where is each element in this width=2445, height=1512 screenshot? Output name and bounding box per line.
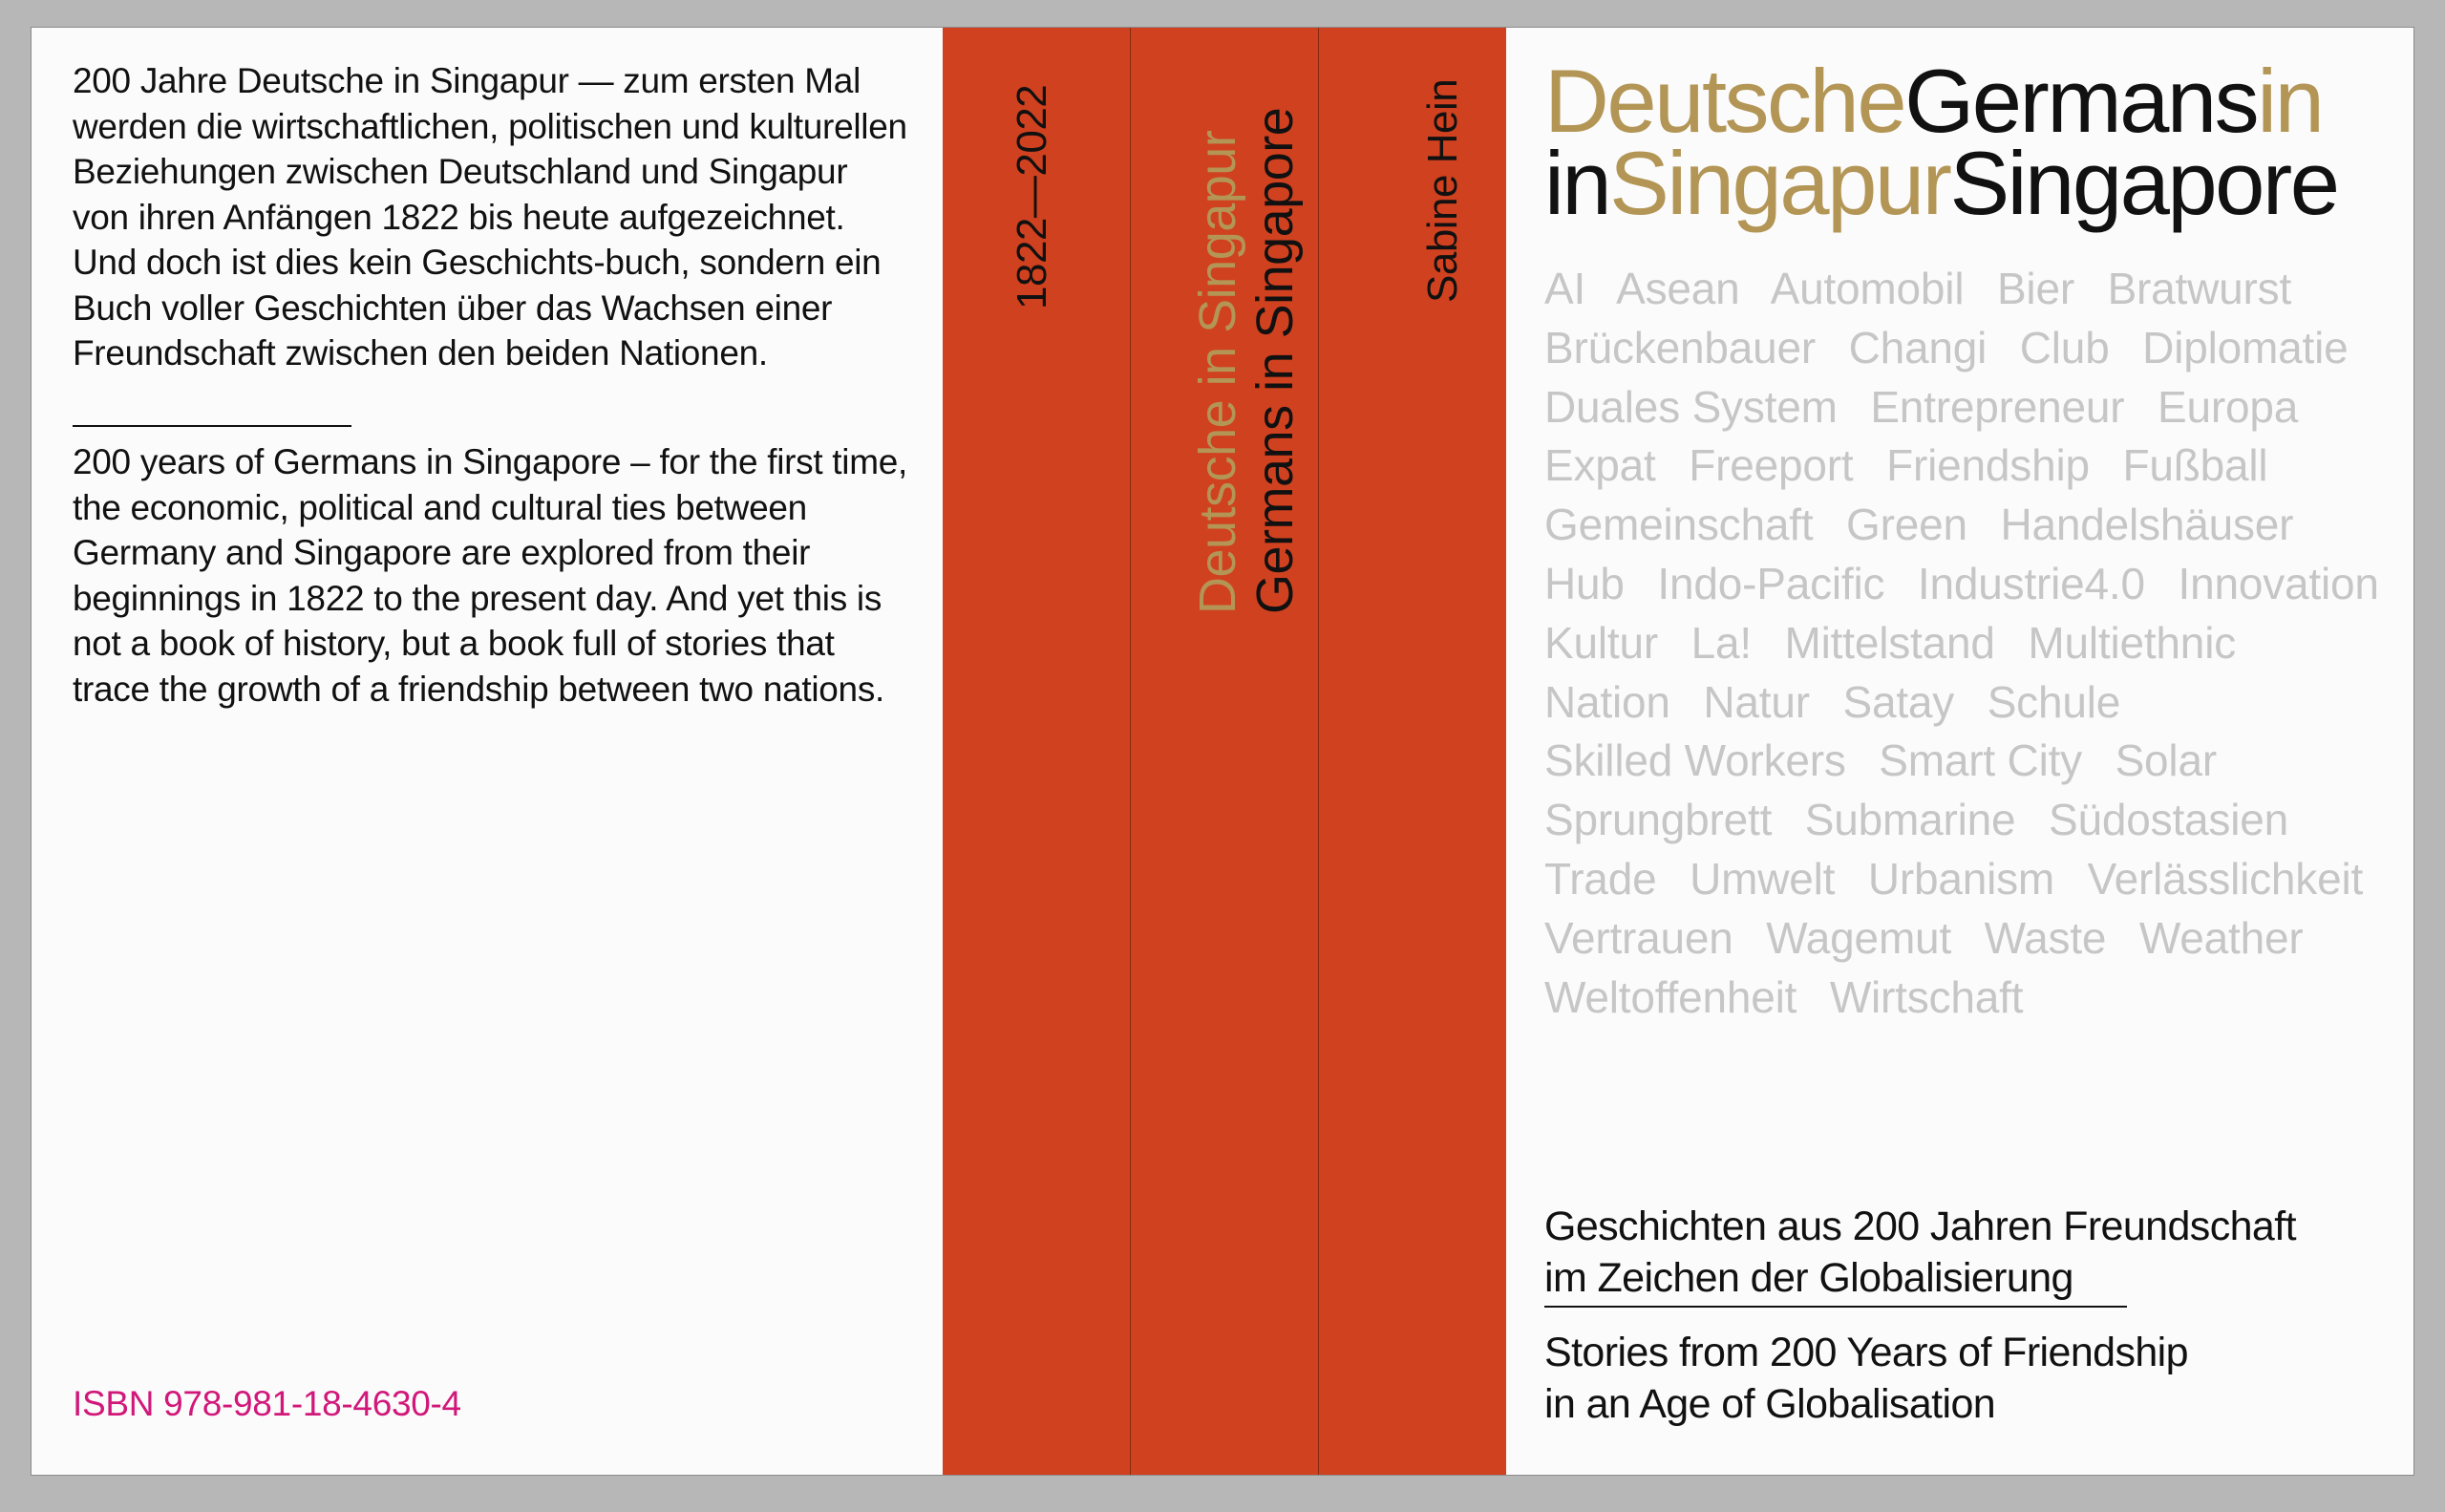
keyword: Weather: [2138, 912, 2304, 963]
keyword: Natur: [1703, 676, 1810, 727]
keyword: Green: [1846, 500, 1967, 550]
keyword: Waste: [1984, 912, 2107, 963]
keyword: Handelshäuser: [2000, 500, 2294, 550]
keyword: Freeport: [1689, 440, 1854, 491]
blurb-german: 200 Jahre Deutsche in Singapur — zum ersten Mal werden die wirtschaftlichen, politischen und kulturellen Beziehungen zwischen Deutschland und Singapur von ihren Anfängen 1822 bis heute aufgezeichnet. Und doch ist dies kein Geschichts-buch, sondern ein Buch voller Geschichten über das Wachsen einer Freundschaft zwischen den beiden Nationen.: [73, 61, 907, 373]
book-cover-spread: [32, 28, 2413, 1475]
keyword: Asean: [1616, 264, 1740, 313]
keyword: Urbanism: [1867, 853, 2055, 904]
title-word: in: [2257, 51, 2323, 151]
spine: [943, 28, 1506, 1475]
keyword: La!: [1690, 617, 1752, 668]
spine-divider: [1318, 28, 1319, 1475]
keyword: Diplomatie: [2142, 322, 2349, 373]
keyword: Automobil: [1770, 264, 1965, 313]
keyword: Europa: [2158, 381, 2299, 432]
blurb-english: 200 years of Germans in Singapore – for the first time, the economic, political and cultural ties between Germany and Singapore are explored from their beginnings in 1822 to the present day. And yet this is not a book of history, but a book full of stories that trace the growth of a friendship between two nations.: [73, 442, 907, 709]
keyword: Südostasien: [2049, 795, 2289, 845]
keyword: Wirtschaft: [1829, 971, 2024, 1022]
keyword: Submarine: [1804, 795, 2016, 845]
keyword: Vertrauen: [1544, 912, 1733, 963]
subtitle-line: in an Age of Globalisation: [1544, 1381, 1996, 1427]
keyword: Weltoffenheit: [1544, 971, 1797, 1022]
book-title: [1544, 51, 2338, 233]
keyword: Indo-Pacific: [1657, 558, 1885, 608]
divider-rule: [73, 425, 351, 427]
keyword: Multiethnic: [2028, 617, 2237, 668]
keyword: Fußball: [2122, 440, 2268, 491]
title-line-1: [1544, 51, 2338, 151]
subtitle-german: [1544, 1201, 2296, 1304]
divider-rule: [1544, 1306, 2127, 1308]
keyword: Brückenbauer: [1544, 322, 1816, 373]
keyword: Satay: [1842, 676, 1955, 727]
subtitle-line: Geschichten aus 200 Jahren Freundschaft: [1544, 1203, 2296, 1249]
title-word: Deutsche: [1544, 51, 1905, 151]
keyword: Gemeinschaft: [1544, 500, 1814, 550]
keyword: Kultur: [1544, 617, 1658, 668]
keyword: Solar: [2115, 735, 2217, 786]
title-word: in: [1544, 133, 1610, 233]
title-word: Germans: [1904, 51, 2258, 151]
keyword: Club: [2019, 322, 2110, 373]
title-word: Singapur: [1609, 133, 1950, 233]
subtitle-line: im Zeichen der Globalisierung: [1544, 1255, 2073, 1301]
keyword: Trade: [1544, 853, 1657, 904]
subtitle-english: [1544, 1327, 2188, 1430]
keyword: Wagemut: [1766, 912, 1952, 963]
keyword: Changi: [1848, 322, 1988, 373]
title-word: Singapore: [1949, 133, 2338, 233]
keyword: Bratwurst: [2107, 264, 2292, 313]
keyword: AI: [1544, 264, 1586, 313]
keyword: Entrepreneur: [1870, 381, 2125, 432]
keyword: Innovation: [2178, 558, 2379, 608]
keyword: Nation: [1544, 676, 1670, 727]
keyword: Hub: [1544, 558, 1625, 608]
keyword-list: [1544, 260, 2409, 1027]
title-line-2: [1544, 133, 2338, 233]
keyword: Mittelstand: [1784, 617, 1995, 668]
front-cover: [1506, 28, 2413, 1475]
keyword: Industrie4.0: [1917, 558, 2145, 608]
keyword: Bier: [1996, 264, 2074, 313]
keyword: Duales System: [1544, 381, 1838, 432]
keyword: Smart City: [1879, 735, 2082, 786]
spine-years: 1822—2022: [1009, 84, 1055, 309]
keyword: Sprungbrett: [1544, 795, 1773, 845]
isbn: ISBN 978-981-18-4630-4: [73, 1384, 461, 1423]
keyword: Expat: [1544, 440, 1656, 491]
subtitle-line: Stories from 200 Years of Friendship: [1544, 1330, 2188, 1375]
spine-divider: [1130, 28, 1131, 1475]
keyword: Friendship: [1886, 440, 2090, 491]
keyword: Schule: [1987, 676, 2121, 727]
keyword: Verlässlichkeit: [2087, 853, 2364, 904]
back-cover: [32, 28, 943, 1475]
spine-title-english: Germans in Singapore: [1246, 107, 1304, 614]
keyword: Umwelt: [1690, 853, 1836, 904]
keyword: Skilled Workers: [1544, 735, 1846, 786]
spine-title-german: Deutsche in Singapur: [1189, 130, 1246, 614]
spine-author: Sabine Hein: [1419, 78, 1466, 303]
